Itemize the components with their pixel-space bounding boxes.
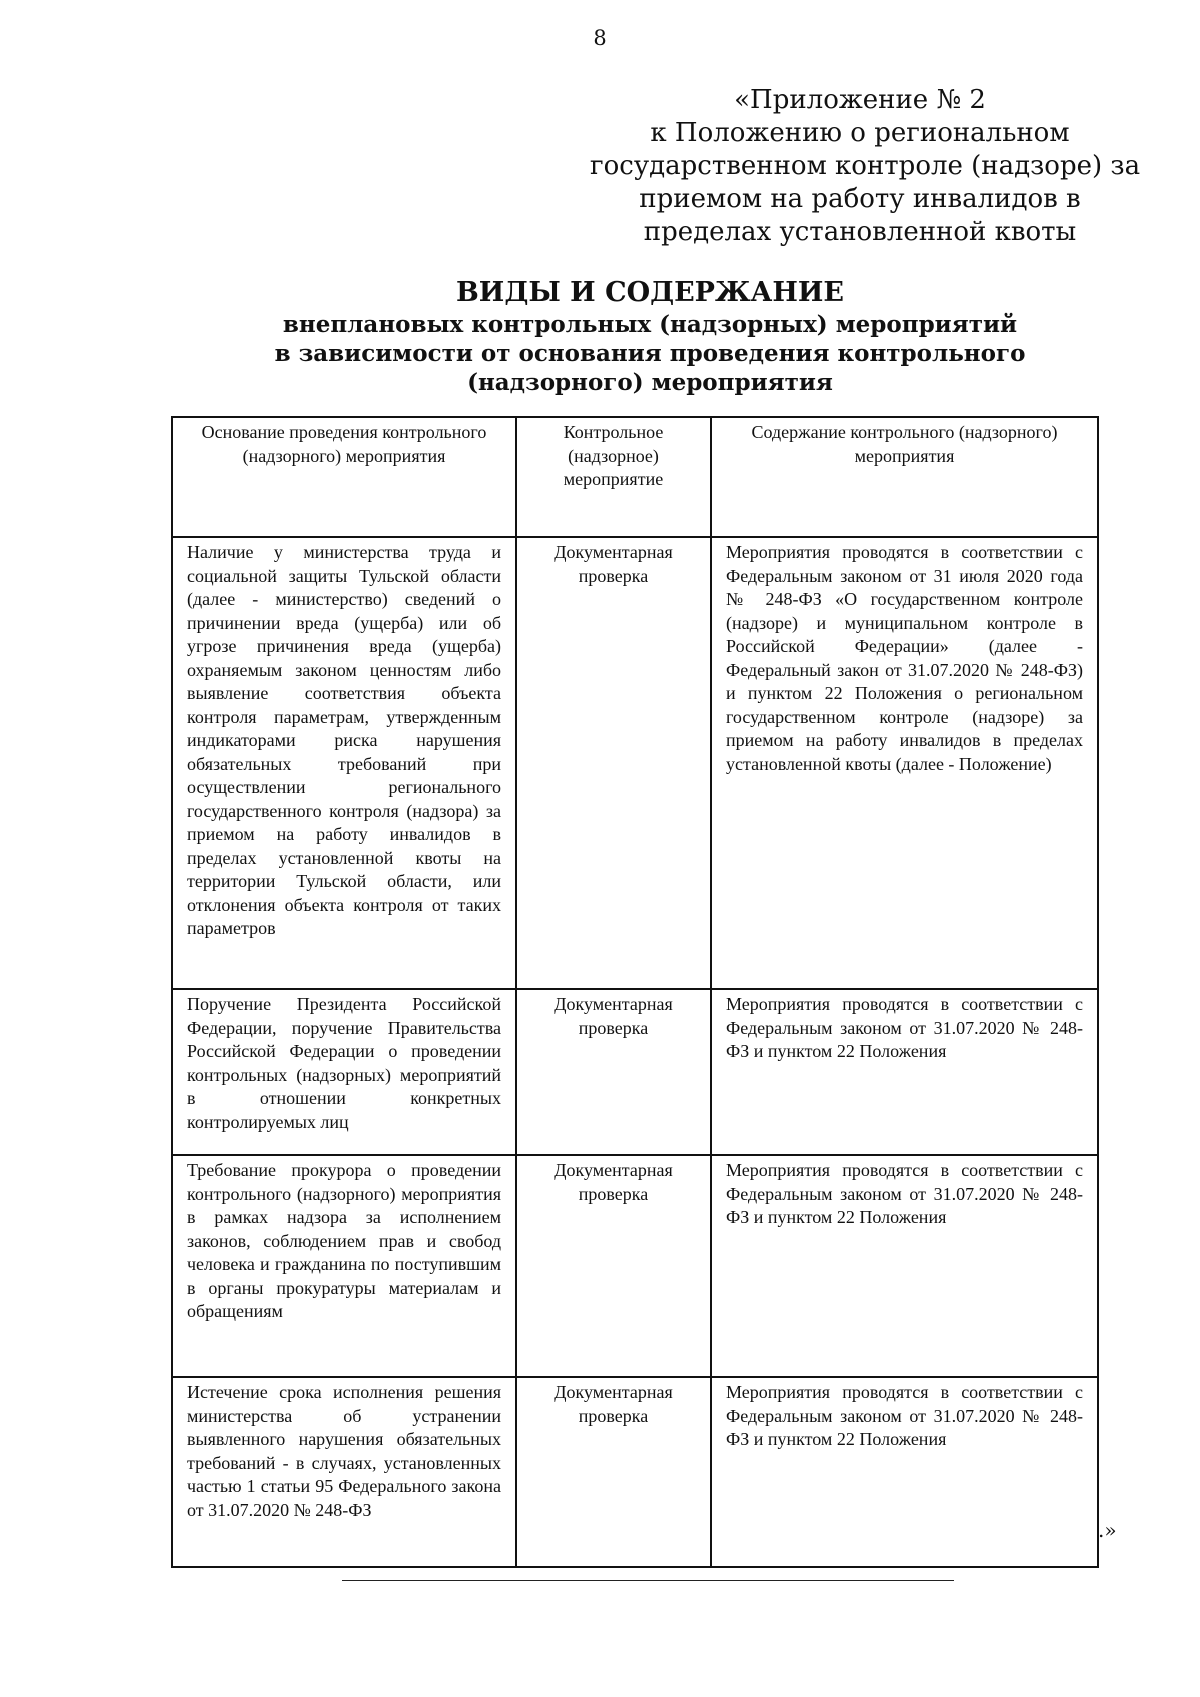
row-kind: Документарная проверка <box>516 989 711 1155</box>
title-sub-line: (надзорного) мероприятия <box>467 369 833 396</box>
title-main: ВИДЫ И СОДЕРЖАНИЕ <box>455 277 844 308</box>
annex-line: государственном контроле (надзоре) за <box>590 151 1141 181</box>
table-header-row <box>172 417 1098 537</box>
row-content: Мероприятия проводятся в соответствии с Федеральным законом от 31.07.2020 № 248-ФЗ и пунктом 22 Положения <box>711 1155 1098 1377</box>
row-basis: Истечение срока исполнения решения министерства об устранении выявленного нарушения обязательных требований - в случаях, установленных частью 1 статьи 95 Федерального закона от 31.07.2020 № 248-ФЗ <box>172 1377 516 1567</box>
table-row <box>172 1155 1098 1377</box>
header-basis: Основание проведения контрольного (надзорного) мероприятия <box>172 417 516 537</box>
header-content: Содержание контрольного (надзорного) мероприятия <box>711 417 1098 537</box>
closing-quote-mark: .» <box>1098 1518 1117 1542</box>
events-table <box>171 416 1099 1568</box>
row-content: Мероприятия проводятся в соответствии с Федеральным законом от 31.07.2020 № 248-ФЗ и пунктом 22 Положения <box>711 1377 1098 1567</box>
annex-line: приемом на работу инвалидов в <box>639 184 1081 214</box>
table-row <box>172 989 1098 1155</box>
row-kind: Документарная проверка <box>516 1377 711 1567</box>
table-row <box>172 1377 1098 1567</box>
table-row <box>172 537 1098 989</box>
row-kind: Документарная проверка <box>516 1155 711 1377</box>
row-basis: Требование прокурора о проведении контрольного (надзорного) мероприятия в рамках надзора за исполнением законов, соблюдением прав и свобод человека и гражданина по поступившим в органы прокуратуры материалам и обращениям <box>172 1155 516 1377</box>
annex-line: «Приложение № 2 <box>734 85 986 115</box>
annex-heading <box>590 84 1141 249</box>
document-title <box>250 276 1050 397</box>
row-content: Мероприятия проводятся в соответствии с Федеральным законом от 31.07.2020 № 248-ФЗ и пунктом 22 Положения <box>711 989 1098 1155</box>
page-number: 8 <box>593 26 607 50</box>
annex-line: к Положению о региональном <box>650 118 1070 148</box>
row-basis: Поручение Президента Российской Федерации, поручение Правительства Российской Федерации о проведении контрольных (надзорных) мероприятий в отношении конкретных контролируемых лиц <box>172 989 516 1155</box>
annex-line: пределах установленной квоты <box>643 217 1077 247</box>
end-divider-line <box>342 1580 954 1581</box>
row-kind: Документарная проверка <box>516 537 711 989</box>
row-content: Мероприятия проводятся в соответствии с Федеральным законом от 31 июля 2020 года № 248-ФЗ «О государственном контроле (надзоре) и муниципальном контроле в Российской Федерации» (далее - Федеральный закон от 31.07.2020 № 248-ФЗ) и пунктом 22 Положения о региональном государственном контроле (надзоре) за приемом на работу инвалидов в пределах установленной квоты (далее - Положение) <box>711 537 1098 989</box>
row-basis: Наличие у министерства труда и социальной защиты Тульской области (далее - министерство) сведений о причинении вреда (ущерба) или об угрозе причинения вреда (ущерба) охраняемым законом ценностям либо выявление соответствия объекта контроля параметрам, утвержденным индикаторами риска нарушения обязательных требований при осуществлении регионального государственного контроля (надзора) за приемом на работу инвалидов в пределах установленной квоты на территории Тульской области, или отклонения объекта контроля от таких параметров <box>172 537 516 989</box>
title-sub-line: в зависимости от основания проведения контрольного <box>274 340 1026 367</box>
title-sub-line: внеплановых контрольных (надзорных) мероприятий <box>282 311 1018 338</box>
header-kind: Контрольное (надзорное) мероприятие <box>516 417 711 537</box>
